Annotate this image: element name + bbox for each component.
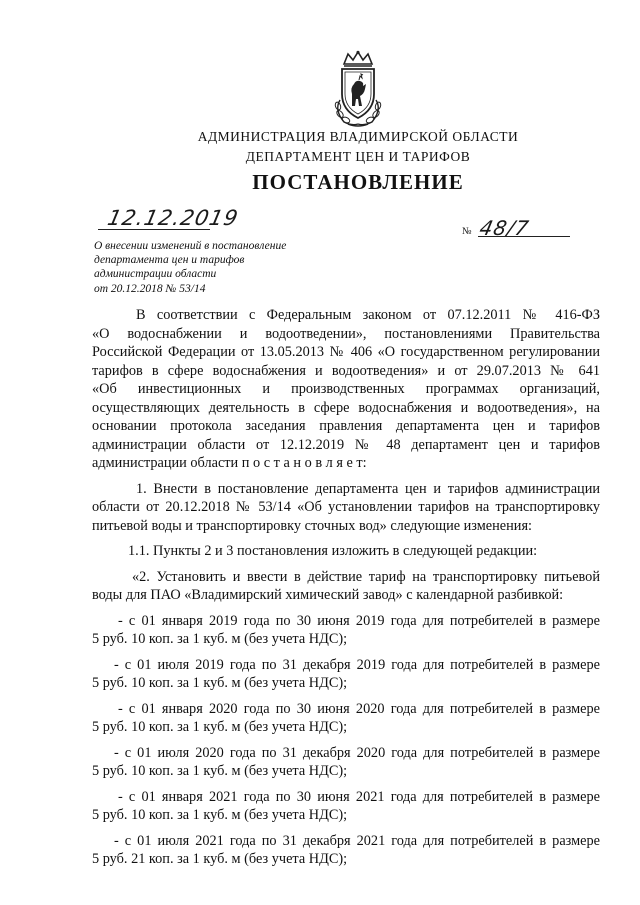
body-line: - с 01 января 2019 года по 30 июня 2019 года для потребителей в размере: [118, 612, 600, 629]
paragraph-gap: [92, 693, 600, 700]
body-line: 5 руб. 10 коп. за 1 куб. м (без учета НДС);: [92, 763, 348, 779]
body-line: 5 руб. 21 коп. за 1 куб. м (без учета НДС);: [92, 851, 348, 867]
body-line: администрации области п о с т а н о в л я е т:: [92, 455, 367, 471]
document-type-title: ПОСТАНОВЛЕНИЕ: [252, 170, 464, 194]
body-line: «Об инвестиционных и производственных программах организаций,: [92, 381, 600, 397]
body-line: Российской Федерации от 13.05.2013 № 406 «О государственном регулировании: [92, 344, 600, 360]
body-line: администрации области от 12.12.2019 № 48 департамент цен и тарифов: [92, 436, 600, 453]
coat-of-arms-icon: [330, 50, 386, 128]
date-underline: [98, 229, 210, 230]
body-line: - с 01 июля 2019 года по 31 декабря 2019 года для потребителей в размере: [114, 656, 600, 673]
body-line: - с 01 января 2021 года по 30 июня 2021 года для потребителей в размере: [118, 788, 600, 805]
body-line: 5 руб. 10 коп. за 1 куб. м (без учета НДС);: [92, 807, 348, 823]
body-line: - с 01 января 2020 года по 30 июня 2020 года для потребителей в размере: [118, 700, 600, 717]
body-line: тарифов в сфере водоснабжения и водоотведения» и от 29.07.2013 № 641: [92, 362, 600, 379]
body-line: «О водоснабжении и водоотведении», постановлениями Правительства: [92, 325, 600, 342]
paragraph-gap: [92, 473, 600, 480]
number-sign: №: [462, 225, 472, 237]
paragraph-gap: [92, 737, 600, 744]
body-line: 1.1. Пункты 2 и 3 постановления изложить в следующей редакции:: [128, 543, 538, 559]
body-line: 5 руб. 10 коп. за 1 куб. м (без учета НДС);: [92, 675, 348, 691]
body-line: воды для ПАО «Владимирский химический завод» с календарной разбивкой:: [92, 587, 564, 603]
paragraph-gap: [92, 781, 600, 788]
document-subject: [94, 239, 314, 296]
body-line: основании протокола заседания правления департамента цен и тарифов: [92, 418, 600, 434]
body-line: 1. Внести в постановление департамента цен и тарифов администрации: [136, 480, 600, 497]
body-line: питьевой воды и транспортировку сточных вод» следующие изменения:: [92, 517, 532, 534]
body-line: осуществляющих деятельность в сфере водоснабжения и водоотведения», на: [92, 399, 600, 416]
paragraph-gap: [92, 649, 600, 656]
body-line: 5 руб. 10 коп. за 1 куб. м (без учета НДС);: [92, 631, 348, 647]
number-underline: [478, 236, 570, 237]
document-body: [92, 306, 600, 869]
body-line: - с 01 июля 2020 года по 31 декабря 2020 года для потребителей в размере: [114, 744, 600, 761]
body-line: В соответствии с Федеральным законом от 07.12.2011 № 416-ФЗ: [136, 307, 600, 323]
paragraph-gap: [92, 605, 600, 612]
body-line: «2. Установить и ввести в действие тариф на транспортировку питьевой: [132, 568, 600, 585]
body-line: области от 20.12.2018 № 53/14 «Об установлении тарифов на транспортировку: [92, 499, 600, 515]
handwritten-number: 48/7: [476, 216, 532, 240]
body-line: 5 руб. 10 коп. за 1 куб. м (без учета НДС);: [92, 719, 348, 735]
handwritten-date: 12.12.2019: [105, 206, 241, 230]
body-line: - с 01 июля 2021 года по 31 декабря 2021 года для потребителей в размере: [114, 832, 600, 849]
subject-line: департамента цен и тарифов: [94, 254, 245, 267]
subject-line: О внесении изменений в постановление: [94, 240, 287, 252]
department-name: ДЕПАРТАМЕНТ ЦЕН И ТАРИФОВ: [245, 149, 471, 164]
paragraph-gap: [92, 535, 600, 542]
subject-line: администрации области: [94, 268, 217, 281]
paragraph-gap: [92, 825, 600, 832]
organization-name: АДМИНИСТРАЦИЯ ВЛАДИМИРСКОЙ ОБЛАСТИ: [197, 129, 519, 144]
subject-line: от 20.12.2018 № 53/14: [94, 282, 206, 295]
document-date: [105, 206, 241, 230]
paragraph-gap: [92, 561, 600, 568]
